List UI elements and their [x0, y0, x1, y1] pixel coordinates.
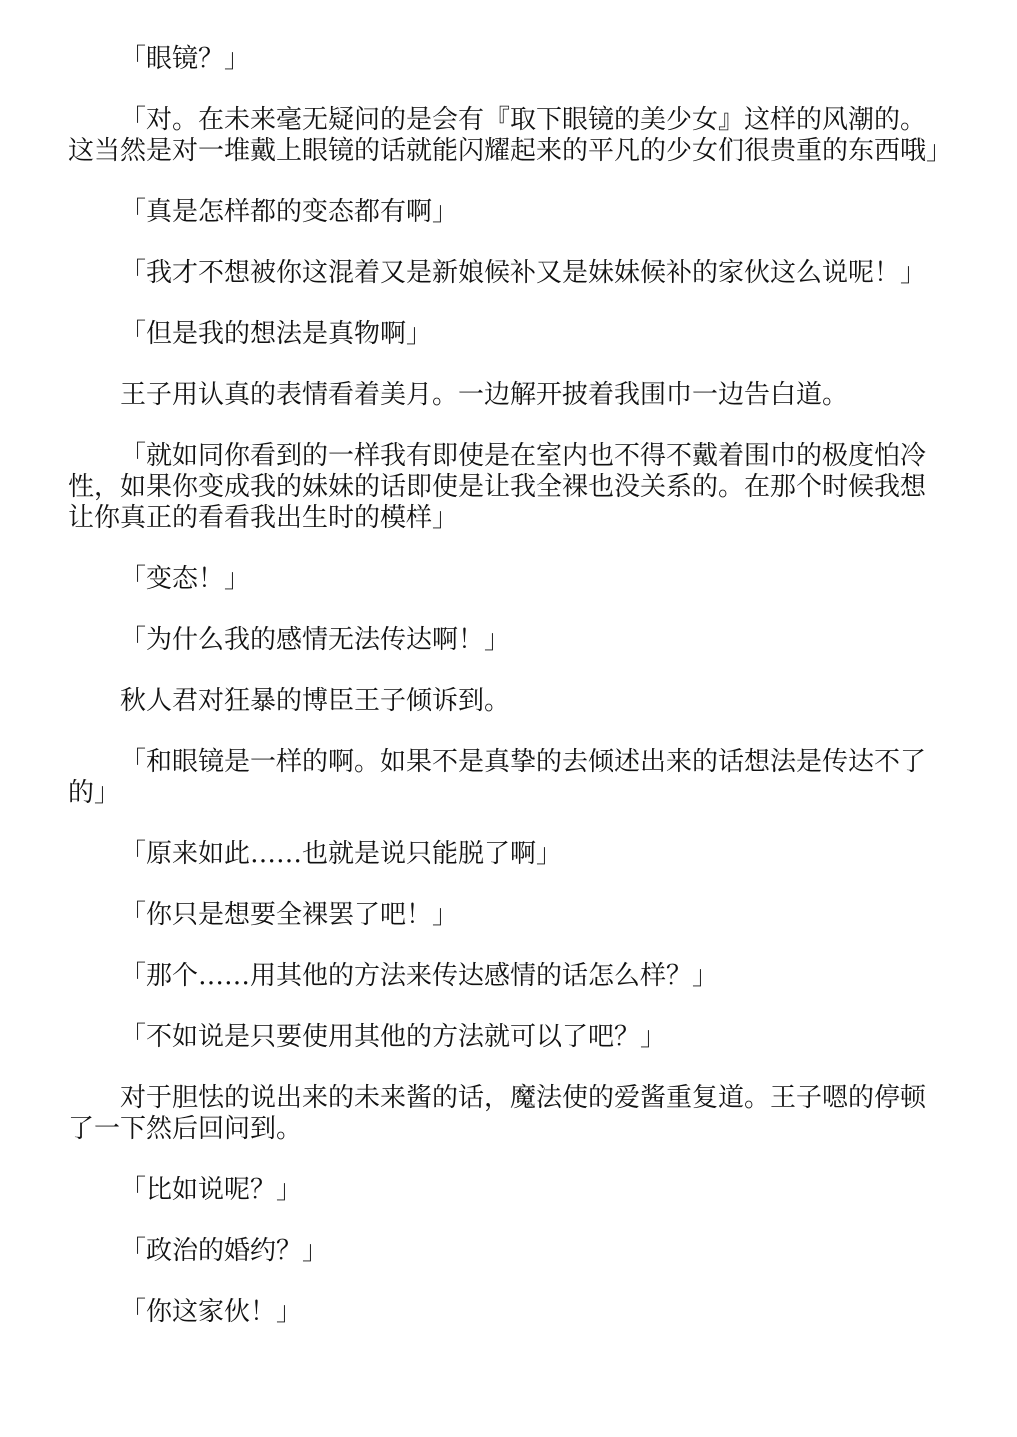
paragraph: 「对。在未来毫无疑问的是会有『取下眼镜的美少女』这样的风潮的。这当然是对一堆戴上眼镜的话就能闪耀起来的平凡的少女们很贵重的东西哦」 [68, 105, 953, 166]
paragraph: 「真是怎样都的变态都有啊」 [120, 197, 459, 227]
paragraph: 「你只是想要全裸罢了吧！」 [120, 900, 459, 930]
paragraph: 「我才不想被你这混着又是新娘候补又是妹妹候补的家伙这么说呢！」 [120, 258, 927, 288]
paragraph: 对于胆怯的说出来的未来酱的话，魔法使的爱酱重复道。王子嗯的停顿了一下然后回问到。 [68, 1083, 927, 1144]
paragraph: 「变态！」 [120, 564, 251, 594]
paragraph: 秋人君对狂暴的博臣王子倾诉到。 [120, 686, 511, 716]
paragraph: 「就如同你看到的一样我有即使是在室内也不得不戴着围巾的极度怕冷性，如果你变成我的妹妹的话即使是让我全裸也没关系的。在那个时候我想让你真正的看看我出生时的模样」 [68, 441, 927, 533]
paragraph: 「那个……用其他的方法来传达感情的话怎么样？」 [120, 961, 719, 991]
paragraph: 「不如说是只要使用其他的方法就可以了吧？」 [120, 1022, 667, 1052]
paragraph: 「和眼镜是一样的啊。如果不是真挚的去倾述出来的话想法是传达不了的」 [68, 747, 927, 808]
paragraph: 「比如说呢？」 [120, 1175, 303, 1205]
document-page [68, 44, 953, 1358]
paragraph: 「原来如此……也就是说只能脱了啊」 [120, 839, 563, 869]
paragraph: 「为什么我的感情无法传达啊！」 [120, 625, 511, 655]
paragraph: 「政治的婚约？」 [120, 1236, 329, 1266]
paragraph: 「你这家伙！」 [120, 1297, 303, 1327]
paragraph: 王子用认真的表情看着美月。一边解开披着我围巾一边告白道。 [120, 380, 849, 410]
paragraph: 「眼镜？」 [120, 44, 251, 74]
paragraph: 「但是我的想法是真物啊」 [120, 319, 433, 349]
